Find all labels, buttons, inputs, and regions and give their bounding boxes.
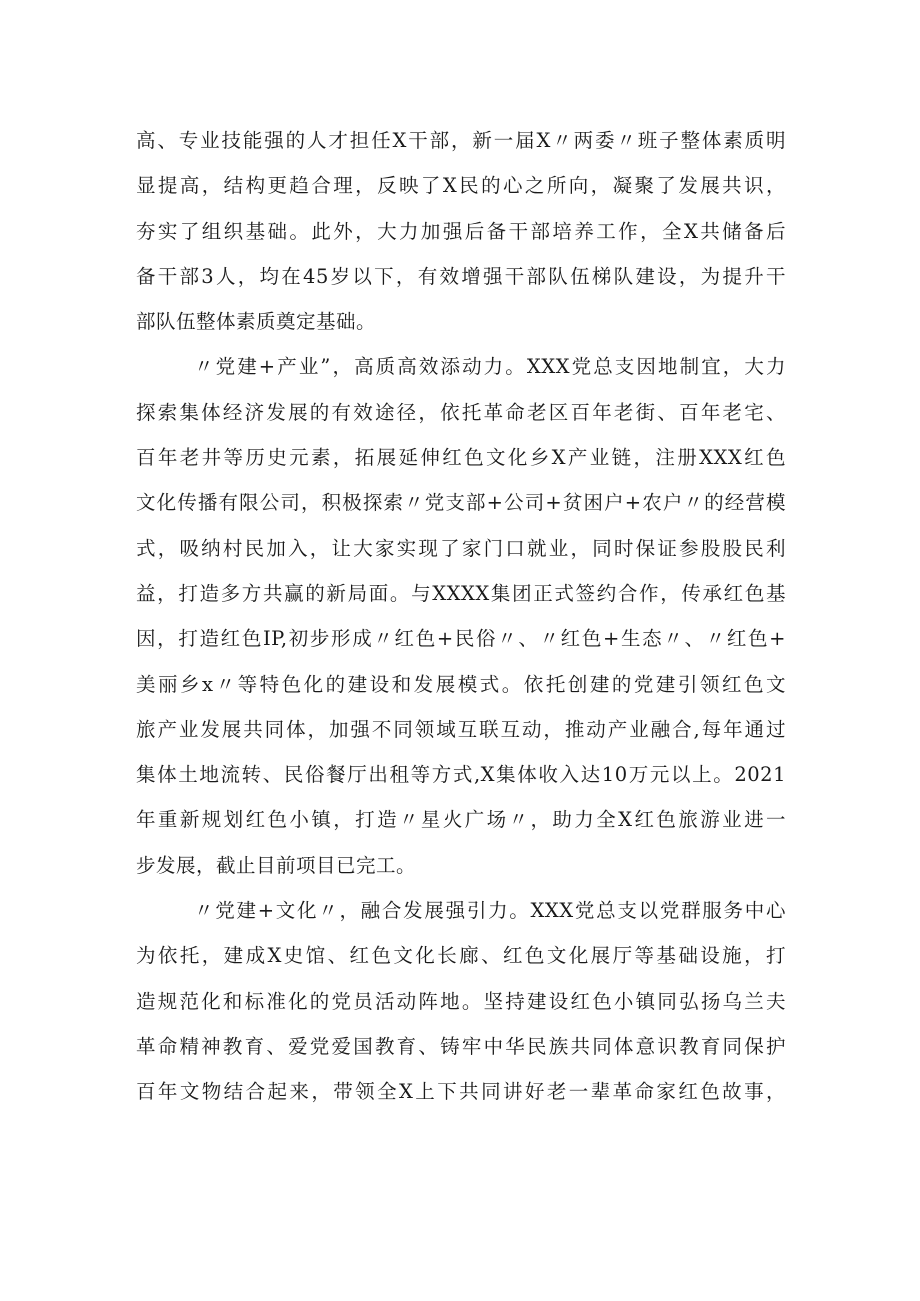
text-line: 〃党建+产业”，高质高效添动力。XXX党总支因地制宜，大力	[194, 355, 786, 379]
text-line: 革命精神教育、爱党爱国教育、铸牢中华民族共同体意识教育同保护	[136, 1034, 786, 1058]
text-line: 百年文物结合起来，带领全X上下共同讲好老一辈革命家红色故事，	[136, 1080, 786, 1104]
text-line: 式，吸纳村民加入，让大家实现了家门口就业，同时保证参股股民利	[136, 536, 786, 560]
text-line: 显提高，结构更趋合理，反映了X民的心之所向，凝聚了发展共识，	[136, 174, 786, 198]
text-line: 步发展，截止目前项目已完工。	[136, 853, 417, 877]
text-line: 年重新规划红色小镇，打造〃星火广场〃，助力全X红色旅游业进一	[136, 808, 786, 832]
text-line: 文化传播有限公司，积极探索〃党支部+公司+贫困户+农户〃的经营模	[136, 491, 786, 515]
text-line: 百年老井等历史元素，拓展延伸红色文化乡X产业链，注册XXX红色	[136, 446, 786, 470]
text-line: 部队伍整体素质奠定基础。	[136, 310, 377, 334]
text-line: 美丽乡x〃等特色化的建设和发展模式。依托创建的党建引领红色文	[136, 672, 786, 696]
text-line: 夯实了组织基础。此外，大力加强后备干部培养工作，全X共储备后	[136, 219, 786, 243]
text-line: 因，打造红色IP,初步形成〃红色+民俗〃、〃红色+生态〃、〃红色+	[136, 627, 786, 651]
text-line: 益，打造多方共赢的新局面。与XXXX集团正式签约合作，传承红色基	[136, 581, 786, 605]
paragraph-party-culture	[136, 888, 786, 1114]
text-line: 旅产业发展共同体，加强不同领域互联互动，推动产业融合,每年通过	[136, 717, 786, 741]
text-line: 〃党建+文化〃，融合发展强引力。XXX党总支以党群服务中心	[194, 899, 786, 923]
text-line: 为依托，建成X史馆、红色文化长廊、红色文化展厅等基础设施，打	[136, 944, 786, 968]
text-line: 探索集体经济发展的有效途径，依托革命老区百年老街、百年老宅、	[136, 400, 786, 424]
document-body	[136, 118, 786, 1115]
paragraph-party-industry	[136, 344, 786, 888]
text-line: 备干部3人，均在45岁以下，有效增强干部队伍梯队建设，为提升干	[136, 264, 786, 288]
text-line: 集体土地流转、民俗餐厅出租等方式,X集体收入达10万元以上。2021	[136, 763, 786, 787]
text-line: 造规范化和标准化的党员活动阵地。坚持建设红色小镇同弘扬乌兰夫	[136, 989, 786, 1013]
paragraph-cadre-building	[136, 118, 786, 344]
text-line: 高、专业技能强的人才担任X干部，新一届X〃两委〃班子整体素质明	[136, 129, 786, 152]
